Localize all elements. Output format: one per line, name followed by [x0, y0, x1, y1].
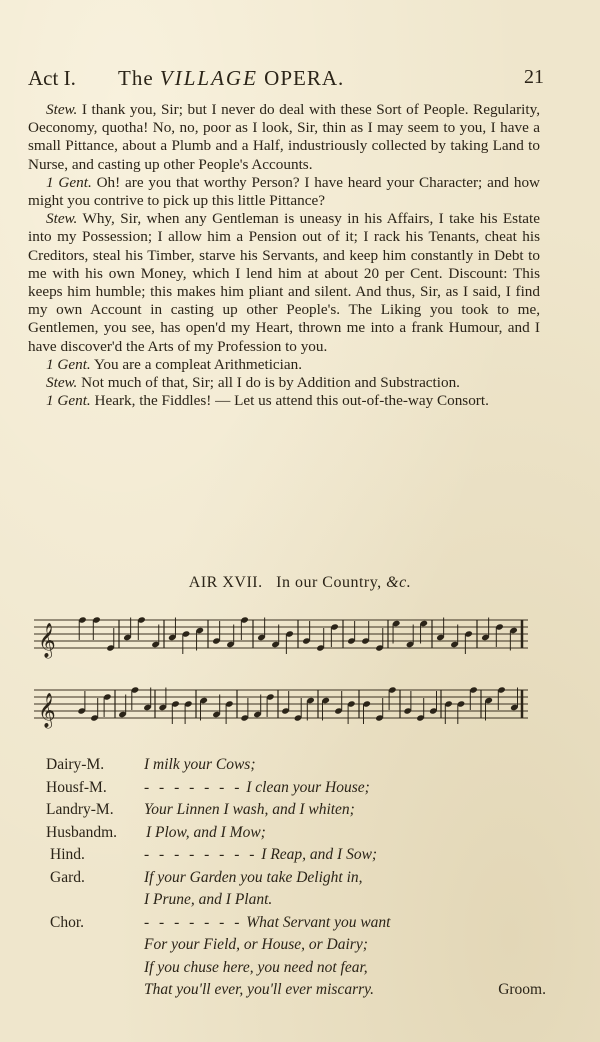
lyric-line: For your Field, or House, or Dairy; — [144, 936, 368, 953]
dash-leader: - - - - - - - — [144, 778, 243, 796]
lyric-row — [46, 779, 546, 802]
air-number: AIR XVII. — [188, 574, 263, 591]
lyric-row — [46, 756, 546, 779]
treble-clef-icon: 𝄞 — [38, 693, 56, 728]
speech-paragraph — [28, 174, 540, 210]
role-label: Husbandm. — [46, 823, 118, 841]
lyric-row — [46, 801, 546, 824]
air-tune: In our Country, — [276, 574, 382, 591]
lyric-line-wrap — [144, 914, 390, 932]
speech-text: Why, Sir, when any Gentleman is uneasy in his Affairs, I take his Estate into my Possession; I allow him a Pension out of it; I rack his Tenants, cheat his Creditors, steal his Timber, starve his Servants, and keep him constantly in Debt to me with his own Money, which I lend him at about 20 per Cent. Discount: This keeps him humble; this makes him pliant and silent. And thus, Sir, as I said, I find my own Account in casting up other People's. The Liking you took to me, Gentlemen, you see, has open'd my Heart, thrown me into a frank Humour, and I have discover'd the Arts of my Profession to you. — [28, 210, 540, 355]
speaker-label: 1 Gent. — [46, 173, 92, 191]
music-staff-2 — [34, 684, 528, 740]
speech-paragraph — [28, 101, 540, 174]
role-label: Dairy-M. — [46, 756, 105, 773]
lyric-row — [46, 869, 546, 892]
act-label: Act I. — [28, 66, 76, 90]
treble-clef-icon: 𝄞 — [38, 623, 56, 658]
speech-paragraph — [28, 392, 540, 410]
speaker-label: 1 Gent. — [46, 392, 91, 410]
title-opera: OPERA. — [264, 66, 345, 90]
lyric-line-wrap — [144, 779, 370, 797]
lyric-line: I milk your Cows; — [144, 756, 256, 773]
song-lyrics — [46, 756, 546, 1004]
lyric-line: I clean your House; — [246, 778, 370, 796]
role-label: Landry-M. — [46, 801, 114, 818]
lyric-line: If you chuse here, you need not fear, — [144, 958, 368, 976]
title-prefix: The — [118, 66, 154, 90]
lyric-row — [46, 959, 546, 982]
speech-text: You are a compleat Arithmetician. — [93, 355, 303, 373]
lyric-row — [46, 846, 546, 869]
air-heading — [0, 574, 600, 592]
speech-text: Oh! are you that worthy Person? I have heard your Character; and how might you contrive to pick up this little Pittance? — [28, 173, 541, 210]
speech-paragraph — [28, 210, 540, 356]
lyric-line: What Servant you want — [246, 913, 391, 931]
page-number: 21 — [524, 66, 544, 88]
role-label: Chor. — [50, 913, 85, 931]
lyric-line-wrap — [144, 846, 377, 864]
lyric-row — [46, 936, 546, 959]
speech-text: I thank you, Sir; but I never do deal with these Sort of People. Regularity, Oeconomy, quotha! No, no, poor as I look, Sir, thin as I may seem to you, I have a small Pittance, about a Plumb and a Half, industriously collected by taking Land to Nurse, and casting up other People's Accounts. — [28, 101, 540, 173]
air-etc: &c. — [386, 574, 412, 591]
lyric-line: That you'll ever, you'll ever miscarry. — [144, 981, 375, 998]
catchword: Groom. — [498, 981, 546, 998]
lyric-row — [46, 981, 546, 1004]
role-label: Gard. — [50, 868, 85, 886]
speech-paragraph — [28, 356, 540, 374]
lyric-line: If your Garden you take Delight in, — [144, 868, 363, 886]
role-label: Housf-M. — [46, 778, 107, 796]
speech-paragraph — [28, 374, 540, 392]
lyric-line: Your Linnen I wash, and I whiten; — [144, 801, 355, 818]
dialogue-prose — [28, 101, 540, 410]
running-header — [28, 62, 548, 96]
role-label: Hind. — [50, 846, 85, 863]
speaker-label: Stew. — [46, 210, 78, 228]
speech-text: Not much of that, Sir; all I do is by Addition and Substraction. — [81, 374, 460, 392]
speaker-label: Stew. — [46, 374, 78, 392]
title-village: VILLAGE — [159, 66, 258, 90]
lyric-line: I Plow, and I Mow; — [146, 823, 266, 841]
music-staff-1 — [34, 614, 528, 670]
lyric-row — [46, 891, 546, 914]
speaker-label: Stew. — [46, 101, 78, 118]
lyric-row — [46, 914, 546, 937]
dash-leader: - - - - - - - - — [144, 846, 258, 863]
speaker-label: 1 Gent. — [46, 355, 91, 373]
dash-leader: - - - - - - - — [144, 913, 243, 931]
running-title — [118, 66, 344, 91]
lyric-row — [46, 824, 546, 847]
speech-text: Heark, the Fiddles! — Let us attend this out-of-the-way Consort. — [94, 392, 489, 410]
lyric-line: I Reap, and I Sow; — [261, 846, 378, 863]
lyric-line: I Prune, and I Plant. — [144, 891, 273, 908]
